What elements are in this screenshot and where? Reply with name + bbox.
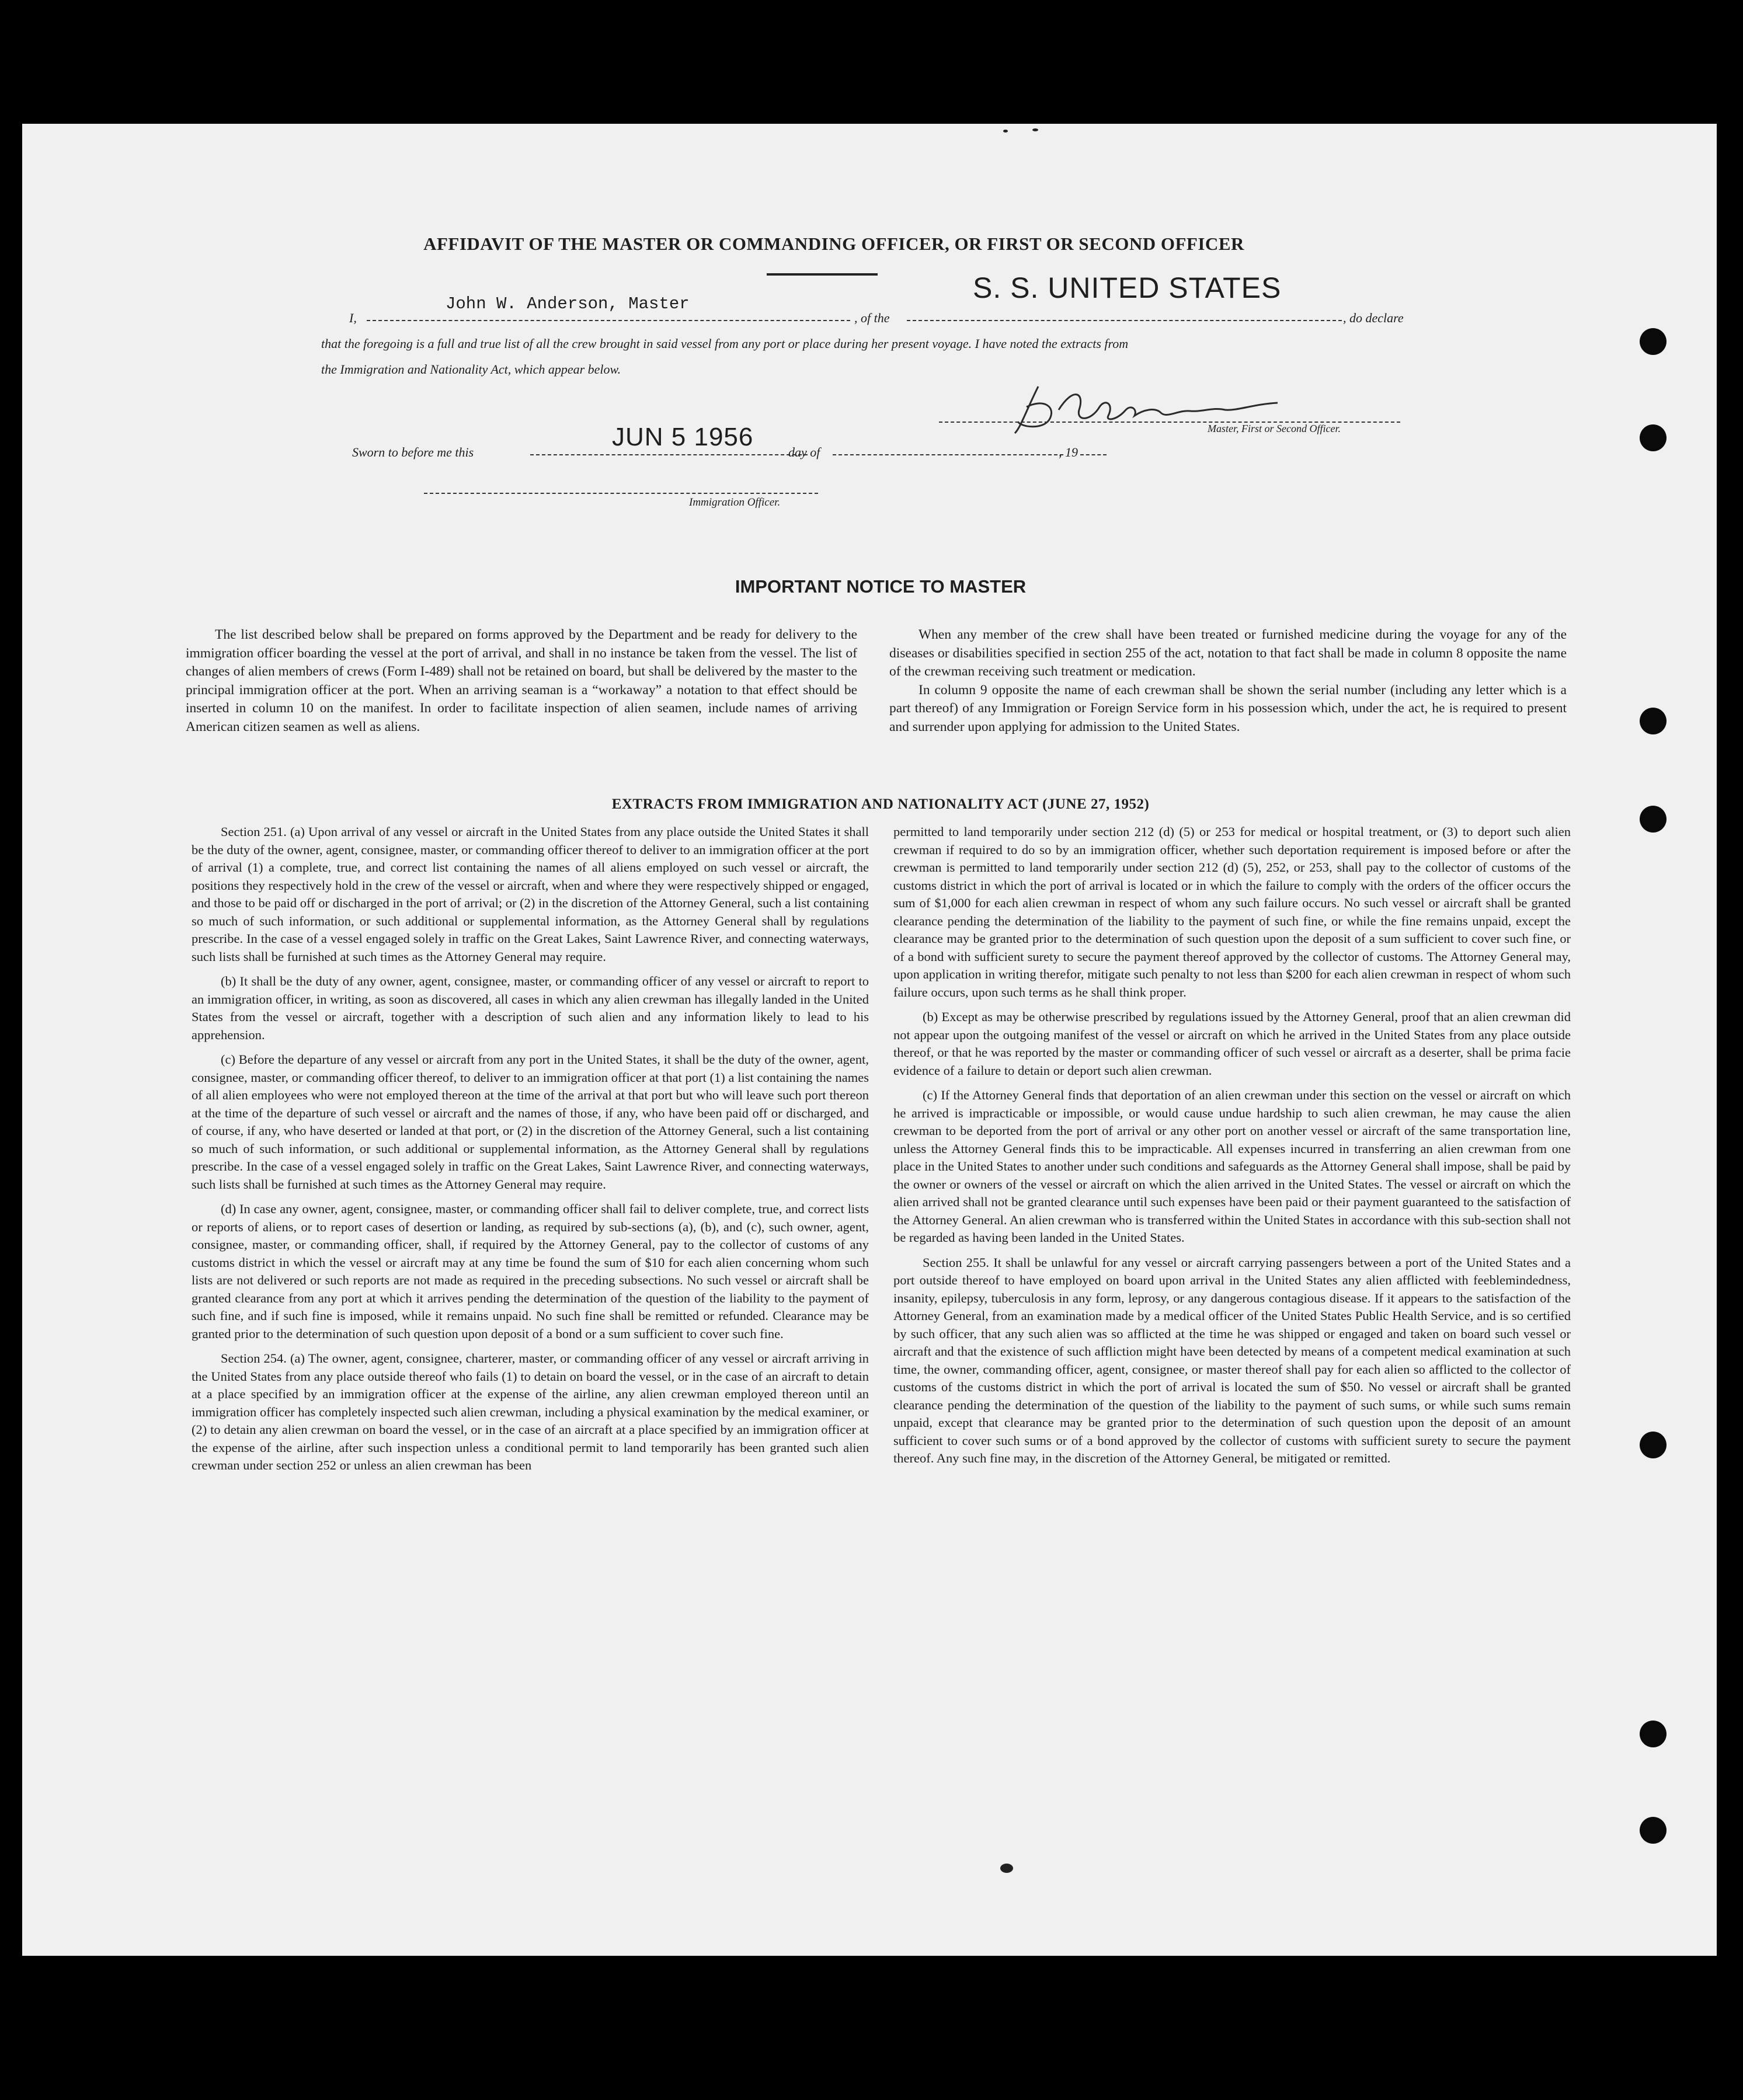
binder-hole xyxy=(1640,806,1667,833)
section-254-a: Section 254. (a) The owner, agent, consignee, charterer, master, or commanding officer of any vessel or aircraft arriving in the United States from any place outside thereof who fails (1) to detain on board the vessel, or in the case of an aircraft to detain at a place specified by an immigration officer at the expense of the airline, any alien crewman employed thereon until an immigration officer has completely inspected such alien crewman, including a physical examination by the medical examiner, or (2) to detain any alien crewman on board the vessel, or in the case of an aircraft at a place specified by an immigration officer at the expense of the airline, after such inspection unless a conditional permit to land temporarily has been granted such alien crewman under section 252 or unless an alien crewman has been xyxy=(192,1351,869,1472)
i-label: I, xyxy=(349,311,357,325)
title-rule xyxy=(767,273,878,276)
vessel-line xyxy=(907,320,1342,321)
notice-right-paragraph-2: In column 9 opposite the name of each crewman shall be shown the serial number (including any letter which is a part thereof) of any Immigration or Foreign Service form in his possession which, under the act, he is required to present and surrender upon applying for admission to the United States. xyxy=(889,682,1567,734)
scan-speck xyxy=(1032,128,1038,131)
extracts-right-column xyxy=(893,823,1571,1475)
year-prefix: , 19 xyxy=(1059,445,1078,459)
of-the-label: , of the xyxy=(854,311,890,325)
notice-left-column xyxy=(186,626,857,736)
binder-hole xyxy=(1640,1432,1667,1458)
section-251-b: (b) It shall be the duty of any owner, agent, consignee, master, or commanding officer of any vessel or aircraft to report to an immigration officer, in writing, as soon as discovered, all cases in which any alien crewman has illegally landed in the United States from the vessel or aircraft, together with a description of such alien and any information likely to lead to his apprehension. xyxy=(192,974,869,1042)
binder-hole xyxy=(1640,1721,1667,1747)
master-signature-label: Master, First or Second Officer. xyxy=(1208,423,1341,434)
sworn-label: Sworn to before me this xyxy=(352,445,474,459)
sworn-day-line xyxy=(530,454,808,455)
section-254-c: (c) If the Attorney General finds that deportation of an alien crewman under this section on the vessel or aircraft on which he arrived is impracticable or impossible, or would cause undue hardship to such alien crewman, he may cause the alien crewman to be deported from the port of arrival or any other port on another vessel or aircraft of the same transportation line, unless the Attorney General finds this to be impracticable. All expenses incurred in transferring an alien crewman from one place in the United States to another under such conditions and safeguards as the Attorney General shall impose, shall be paid by the owner or owners of the vessel or aircraft on which the alien arrived in the United States. The vessel or aircraft on which the alien arrived shall not be granted clearance until such expenses have been paid or their payment guaranteed to the satisfaction of the Attorney General. An alien crewman who is transferred within the United States in accordance with this sub-section shall not be regarded as having been landed in the United States. xyxy=(893,1088,1571,1245)
notice-left-paragraph: The list described below shall be prepared on forms approved by the Department and be ready for delivery to the immigration officer boarding the vessel at the port of arrival, and shall in no instance be taken from the vessel. The list of changes of alien members of crews (Form I-489) shall not be retained on board, but shall be delivered by the master to the principal immigration officer at the port. When an arriving seaman is a “workaway” a notation to that effect should be inserted in column 10 on the manifest. In order to facilitate inspection of alien seamen, include names of arriving American citizen seamen as well as aliens. xyxy=(186,627,857,734)
section-254-b: (b) Except as may be otherwise prescribed by regulations issued by the Attorney General, proof that an alien crewman did not appear upon the outgoing manifest of the vessel or aircraft on which he arrived in the United States from any place outside thereof, or that he was reported by the master or commanding officer of such vessel or aircraft as a deserter, shall be prima facie evidence of a failure to detain or deport such alien crewman. xyxy=(893,1009,1571,1078)
month-line xyxy=(833,454,1063,455)
statement-line-1: that the foregoing is a full and true list of all the crew brought in said vessel from any port or place during her present voyage. I have noted the extracts from xyxy=(321,336,1129,351)
binder-hole xyxy=(1640,424,1667,451)
section-251-c: (c) Before the departure of any vessel or aircraft from any port in the United States, it shall be the duty of the owner, agent, consignee, master, or commanding officer thereof, to deliver to an immigration officer at that port (1) a list containing the names of all alien employees who were not employed thereon at the time of the arrival at that port but who will leave such port thereon at the time of the departure of such vessel or aircraft and the names of those, if any, who have been paid off or discharged, and of course, if any, who have deserted or landed at that port, or (2) in the discretion of the Attorney General, such a list containing so much of such information, or such additional or supplemental information, as the Attorney General shall by regulations prescribe. In the case of a vessel engaged solely in traffic on the Great Lakes, Saint Lawrence River, and connecting waterways, such lists shall be furnished at such times as the Attorney General may require. xyxy=(192,1052,869,1192)
immigration-officer-label: Immigration Officer. xyxy=(689,496,781,509)
section-255: Section 255. It shall be unlawful for any vessel or aircraft carrying passengers between a port of the United States and a port outside thereof to have employed on board upon arrival in the United States any alien afflicted with feeblemindedness, insanity, epilepsy, tuberculosis in any form, leprosy, or any dangerous contagious disease. If it appears to the satisfaction of the Attorney General, from an examination made by a medical officer of the United States Public Health Service, and is so certified by such officer, that any such alien was so afflicted at the time he was shipped or engaged and taken on board such vessel or aircraft and that the existence of such affliction might have been detected by means of a competent medical examination at such time, the owner, commanding officer, agent, consignee, or master thereof shall pay for each alien so afflicted to the collector of customs of the customs district in which the port of arrival is located the sum of $50. No vessel or aircraft shall be granted clearance pending the determination of the question of the liability to the payment of such sums, or while such sums remain unpaid, except that clearance may be granted prior to the determination of such question upon the deposit of an amount sufficient to cover such sums or of a bond approved by the collector of customs with sufficient surety to secure the payment thereof. Any such fine may, in the discretion of the Attorney General, be mitigated or remitted. xyxy=(893,1255,1571,1465)
binder-hole xyxy=(1640,708,1667,734)
binder-hole xyxy=(1640,328,1667,355)
extracts-title: EXTRACTS FROM IMMIGRATION AND NATIONALITY ACT (JUNE 27, 1952) xyxy=(611,796,1150,812)
document-page xyxy=(22,124,1717,1956)
scan-speck xyxy=(1000,1864,1013,1873)
section-251-d: (d) In case any owner, agent, consignee, master, or commanding officer shall fail to deliver complete, true, and correct lists or reports of aliens, or to report cases of desertion or landing, as required by sub-sections (a), (b), and (c), such owner, agent, consignee, master, or commanding officer, shall, if required by the Attorney General, pay to the collector of customs of any customs district in which the vessel or aircraft may at any time be found the sum of $10 for each alien concerning whom such lists are not delivered or such reports are not made as required in the preceding subsections. No such vessel or aircraft shall be granted clearance from any port at which it arrives pending the determination of the question of the liability to the payment of such fine, and if such fine is imposed, while it remains unpaid. No such fine shall be remitted or refunded. Clearance may be granted prior to the determination of such question upon deposit of a bond or a sum sufficient to cover such fine. xyxy=(192,1202,869,1341)
affidavit-title: AFFIDAVIT OF THE MASTER OR COMMANDING OFFICER, OR FIRST OR SECOND OFFICER xyxy=(423,234,1244,254)
sworn-date-stamp: JUN 5 1956 xyxy=(612,423,754,451)
scan-speck xyxy=(1003,130,1008,133)
vessel-name: S. S. UNITED STATES xyxy=(973,271,1282,304)
statement-line-2: the Immigration and Nationality Act, which appear below. xyxy=(321,362,621,377)
extracts-left-column xyxy=(192,823,869,1482)
day-of-label: day of xyxy=(788,445,820,459)
master-name-line xyxy=(367,320,850,321)
master-name: John W. Anderson, Master xyxy=(446,294,690,314)
section-251-a: Section 251. (a) Upon arrival of any vessel or aircraft in the United States from any place outside the United States it shall be the duty of the owner, agent, consignee, master, or commanding officer thereof to deliver to an immigration officer at the port of arrival (1) a complete, true, and correct list containing the names of all aliens employed on such vessel or aircraft, the positions they respectively hold in the crew of the vessel or aircraft, when and where they were respectively shipped or engaged, and those to be paid off or discharged in the port of arrival; or (2) in the discretion of the Attorney General, such a list containing so much of such information, or such additional or supplemental information, as the Attorney General shall by regulations prescribe. In the case of a vessel engaged solely in traffic on the Great Lakes, Saint Lawrence River, and connecting waterways, such lists shall be furnished at such times as the Attorney General may require. xyxy=(192,824,869,964)
notice-title: IMPORTANT NOTICE TO MASTER xyxy=(735,576,1027,597)
master-signature xyxy=(1003,375,1307,449)
notice-right-column xyxy=(889,626,1567,736)
year-line xyxy=(1080,454,1107,455)
binder-hole xyxy=(1640,1817,1667,1844)
notice-right-paragraph-1: When any member of the crew shall have been treated or furnished medicine during the voyage for any of the diseases or disabilities specified in section 255 of the act, notation to that fact shall be made in column 8 opposite the name of the crewman receiving such treatment or medication. xyxy=(889,627,1567,679)
section-254-a-continued: permitted to land temporarily under section 212 (d) (5) or 253 for medical or hospital treatment, or (3) to deport such alien crewman if required to do so by an immigration officer, whether such deportation requirement is imposed before or after the crewman is permitted to land temporarily under section 212 (d) (5), 252, or 253, shall pay to the collector of customs of the customs district in which the port of arrival is located or in which the failure to comply with the orders of the officer occurs the sum of $1,000 for each alien crewman in respect of whom any such failure occurs. No such vessel or aircraft shall be granted clearance pending the determination of the liability to the payment of such fine, or while the fine remains unpaid, except the clearance may be granted prior to the determination of such question upon the deposit of a sum sufficient to cover such fine, or of a bond with sufficient surety to secure the payment thereof approved by the collector of customs. The Attorney General may, upon application in writing therefor, mitigate such penalty to not less than $200 for each alien crewman in respect of whom such failure occurs, upon such terms as he shall think proper. xyxy=(893,824,1571,999)
officer-signature-line xyxy=(424,493,818,494)
do-declare-label: , do declare xyxy=(1343,311,1404,325)
